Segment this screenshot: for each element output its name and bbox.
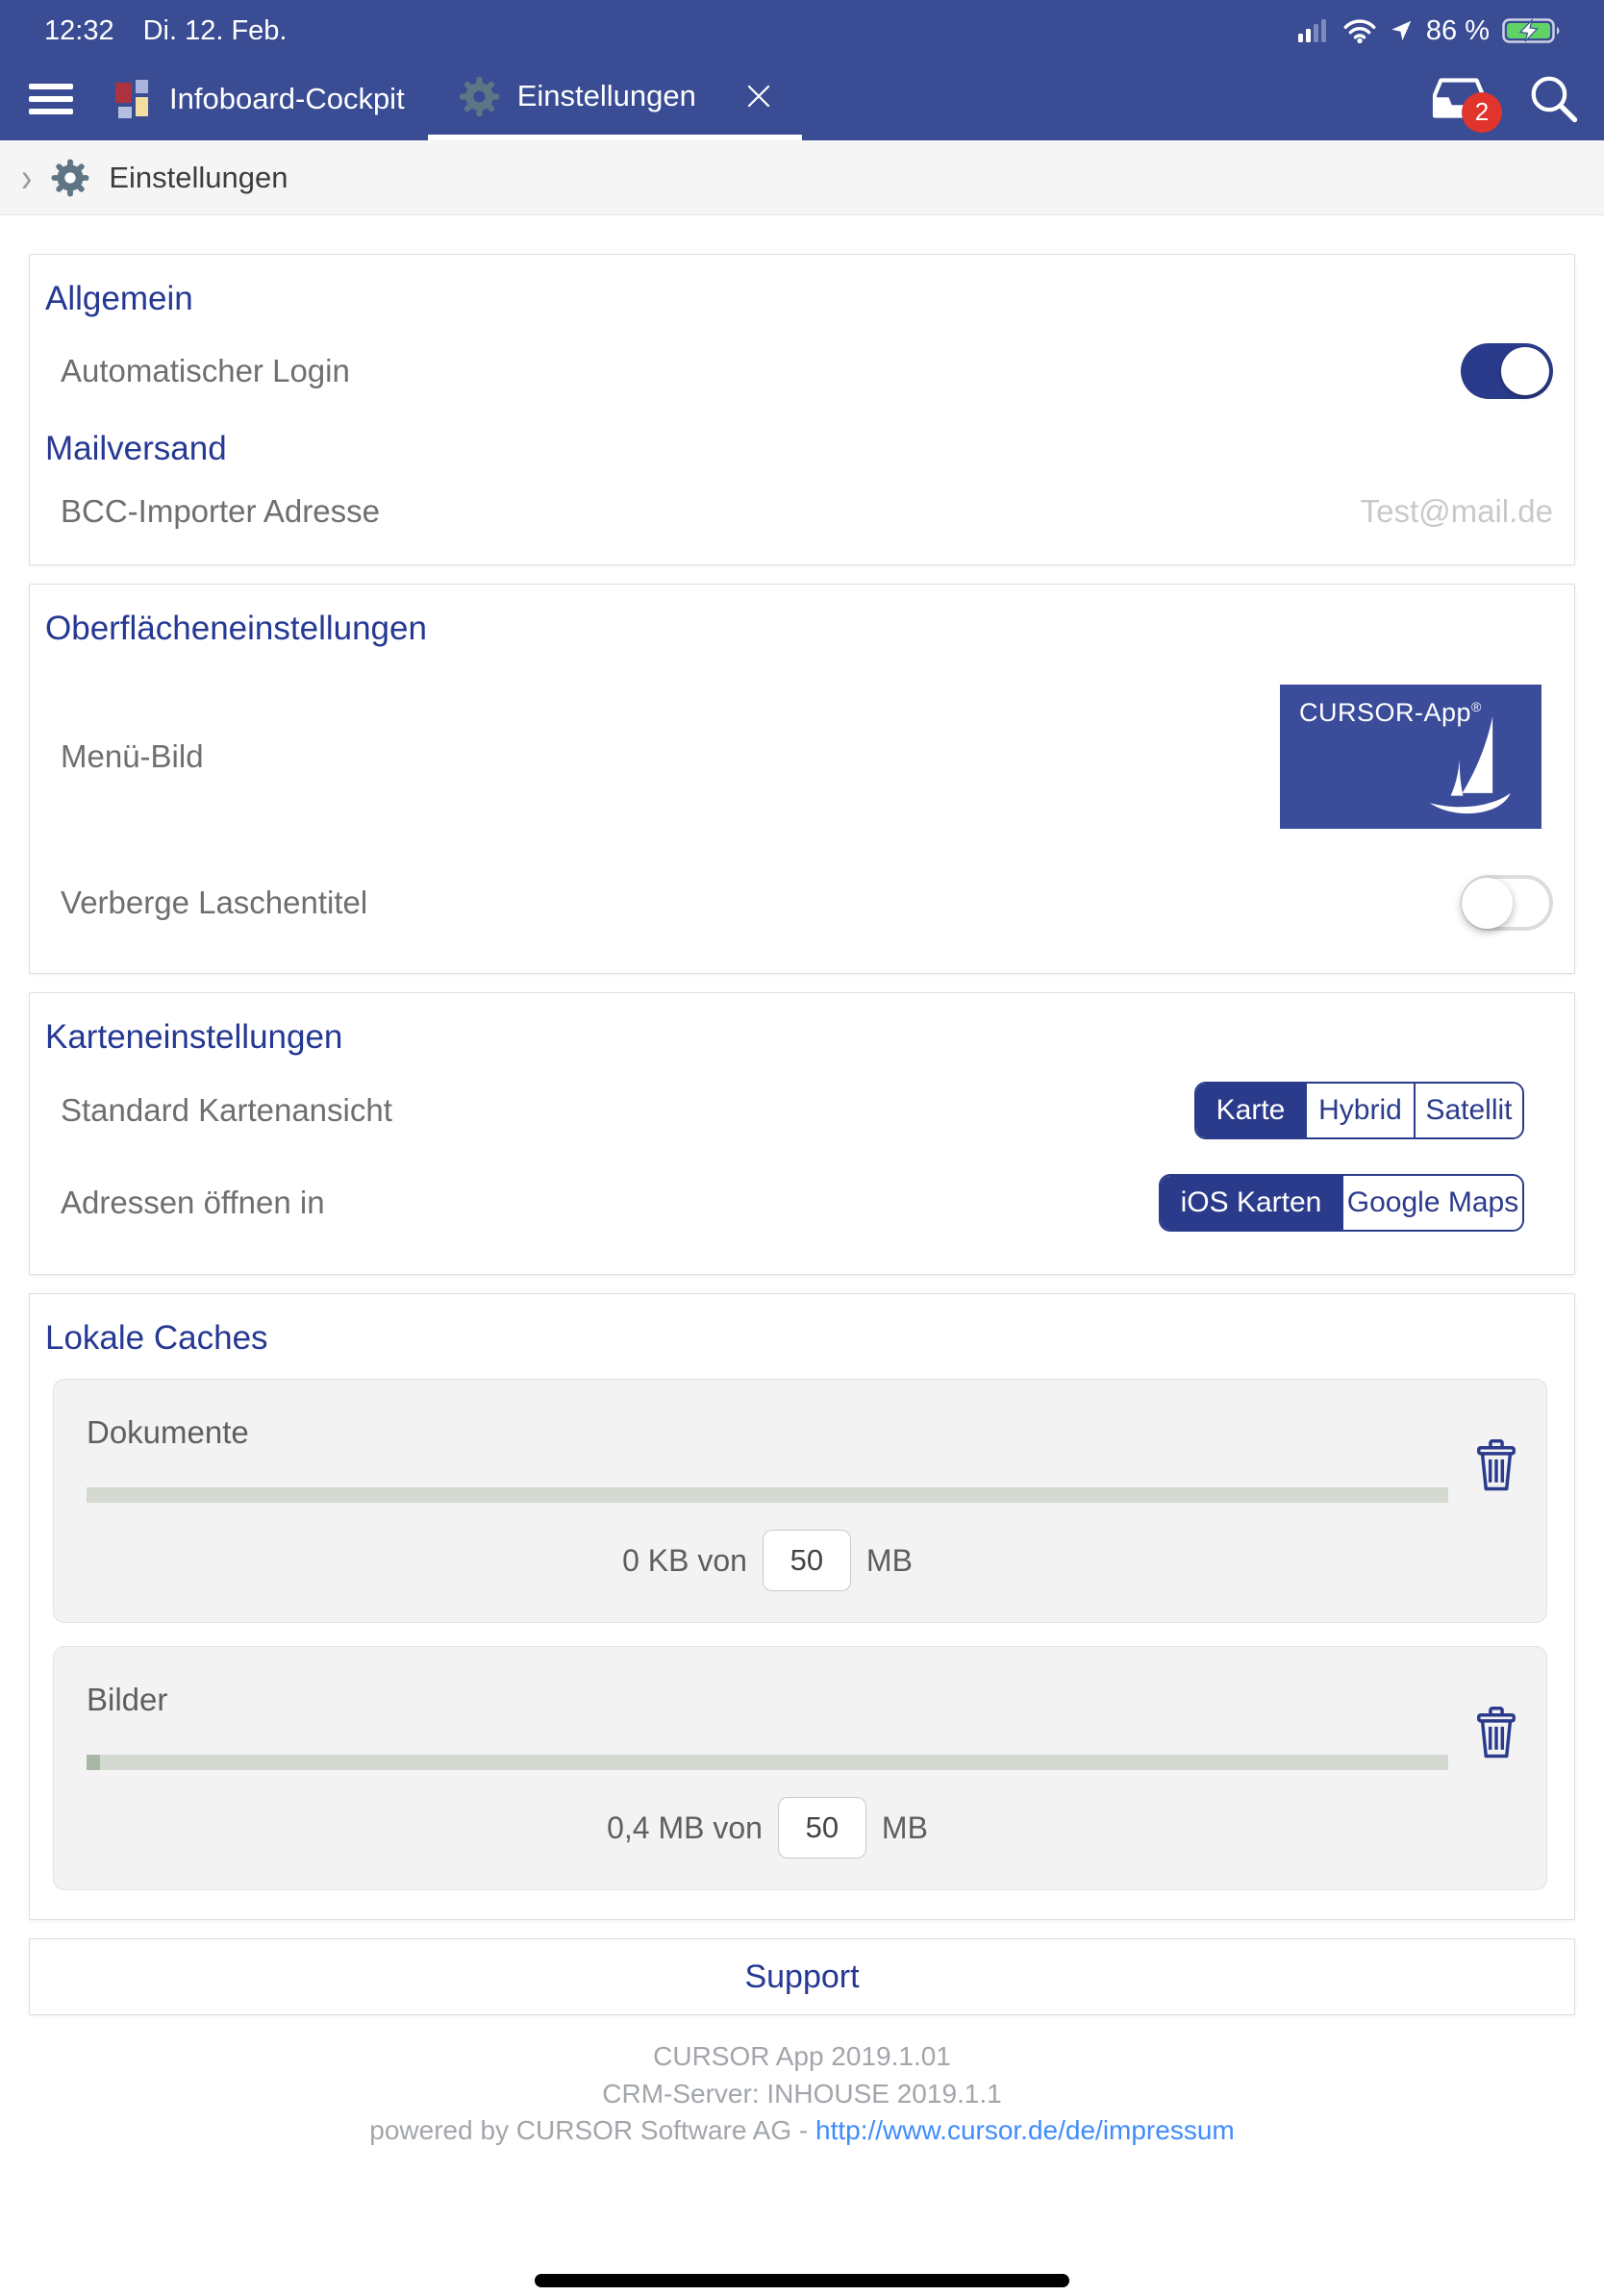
- section-title: Karteneinstellungen: [45, 1018, 343, 1056]
- section-title: Allgemein: [45, 280, 193, 317]
- clock: 12:32: [44, 14, 114, 46]
- impressum-link[interactable]: http://www.cursor.de/de/impressum: [815, 2115, 1235, 2146]
- tab-einstellungen[interactable]: [428, 58, 802, 140]
- clear-cache-button[interactable]: [1469, 1435, 1523, 1498]
- cache-name: Dokumente: [87, 1414, 249, 1450]
- address-segmented-control: [1159, 1174, 1524, 1232]
- bcc-address-input[interactable]: [1149, 493, 1553, 530]
- auto-login-toggle[interactable]: [1461, 343, 1553, 399]
- segment-karte[interactable]: Karte: [1196, 1084, 1305, 1137]
- cache-name: Bilder: [87, 1682, 168, 1717]
- powered-by: powered by CURSOR Software AG - http://www.cursor.de/de/impressum: [369, 2115, 1235, 2146]
- app-version: CURSOR App 2019.1.01: [653, 2041, 951, 2071]
- breadcrumb: [0, 140, 1604, 215]
- map-view-label: Standard Kartenansicht: [61, 1092, 392, 1128]
- date: Di. 12. Feb.: [142, 14, 288, 46]
- tab-infoboard-cockpit[interactable]: [106, 58, 413, 140]
- menu-image-preview[interactable]: [1280, 685, 1541, 829]
- cache-usage: 0 KB von: [622, 1542, 747, 1578]
- gear-icon: [49, 157, 91, 199]
- menu-image-brand: CURSOR-App®: [1299, 698, 1482, 727]
- cache-card-bilder: [53, 1646, 1547, 1890]
- card-allgemein: [29, 254, 1575, 565]
- hide-tabs-row: [45, 858, 1555, 956]
- cache-usage: 0,4 MB von: [607, 1809, 763, 1845]
- footer: [29, 2038, 1575, 2150]
- card-oberflaecheneinstellungen: [29, 584, 1575, 974]
- status-bar: [0, 0, 1604, 58]
- section-title: Lokale Caches: [45, 1319, 268, 1357]
- address-open-label: Adressen öffnen in: [61, 1185, 325, 1220]
- cache-limit-input[interactable]: [763, 1530, 851, 1591]
- wifi-icon: [1343, 18, 1376, 43]
- settings-content: [0, 215, 1604, 2150]
- card-lokale-caches: [29, 1293, 1575, 1920]
- cache-usage-row: [87, 1530, 1512, 1591]
- support-button[interactable]: Support: [29, 1938, 1575, 2015]
- segment-hybrid[interactable]: Hybrid: [1305, 1084, 1414, 1137]
- segment-ios-karten[interactable]: iOS Karten: [1161, 1176, 1341, 1230]
- inbox-badge: 2: [1462, 92, 1502, 133]
- menu-image-label: Menü-Bild: [61, 738, 204, 774]
- home-indicator: [535, 2274, 1069, 2287]
- bcc-row: [45, 476, 1555, 547]
- hide-tabs-toggle[interactable]: [1461, 875, 1553, 931]
- trash-icon: [1469, 1435, 1523, 1495]
- search-icon: [1527, 72, 1579, 124]
- battery-percent: 86 %: [1425, 14, 1490, 46]
- card-karteneinstellungen: [29, 992, 1575, 1275]
- menu-image-row: [45, 656, 1555, 858]
- gear-icon: [457, 74, 502, 119]
- breadcrumb-label: Einstellungen: [109, 160, 288, 194]
- navigation-bar: [0, 58, 1604, 140]
- chevron-right-icon: ›: [21, 154, 33, 201]
- cache-unit: MB: [881, 1809, 928, 1845]
- hide-tabs-label: Verberge Laschentitel: [61, 885, 368, 920]
- battery-charging-icon: [1502, 16, 1564, 45]
- map-view-segmented-control: [1194, 1082, 1524, 1139]
- auto-login-label: Automatischer Login: [61, 353, 350, 388]
- segment-satellit[interactable]: Satellit: [1414, 1084, 1522, 1137]
- trash-icon: [1469, 1703, 1523, 1762]
- clear-cache-button[interactable]: [1469, 1703, 1523, 1765]
- inbox-button[interactable]: [1431, 74, 1490, 126]
- cache-unit: MB: [865, 1542, 913, 1578]
- bcc-label: BCC-Importer Adresse: [61, 493, 380, 529]
- progress-track: [87, 1487, 1448, 1503]
- auto-login-row: [45, 326, 1555, 416]
- progress-track: [87, 1755, 1448, 1770]
- cellular-signal-icon: [1298, 19, 1331, 42]
- crm-server-version: CRM-Server: INHOUSE 2019.1.1: [602, 2078, 1002, 2109]
- section-title: Mailversand: [45, 430, 227, 467]
- address-open-row: [45, 1157, 1555, 1257]
- cache-progress: [87, 1487, 1512, 1503]
- search-button[interactable]: [1527, 72, 1579, 127]
- segment-google-maps[interactable]: Google Maps: [1341, 1176, 1522, 1230]
- location-arrow-icon: [1389, 18, 1414, 43]
- dashboard-icon: [113, 78, 154, 120]
- cache-usage-row: [87, 1797, 1512, 1859]
- cache-limit-input[interactable]: [778, 1797, 866, 1859]
- map-view-row: [45, 1064, 1555, 1157]
- close-tab-icon[interactable]: [744, 82, 773, 111]
- menu-button[interactable]: [29, 58, 73, 140]
- tab-label: Infoboard-Cockpit: [169, 82, 405, 115]
- progress-fill: [87, 1755, 100, 1770]
- cache-card-dokumente: [53, 1379, 1547, 1623]
- cache-progress: [87, 1755, 1512, 1770]
- section-title: Oberflächeneinstellungen: [45, 610, 427, 647]
- tab-label: Einstellungen: [516, 79, 696, 112]
- sailboat-icon: [1407, 710, 1532, 823]
